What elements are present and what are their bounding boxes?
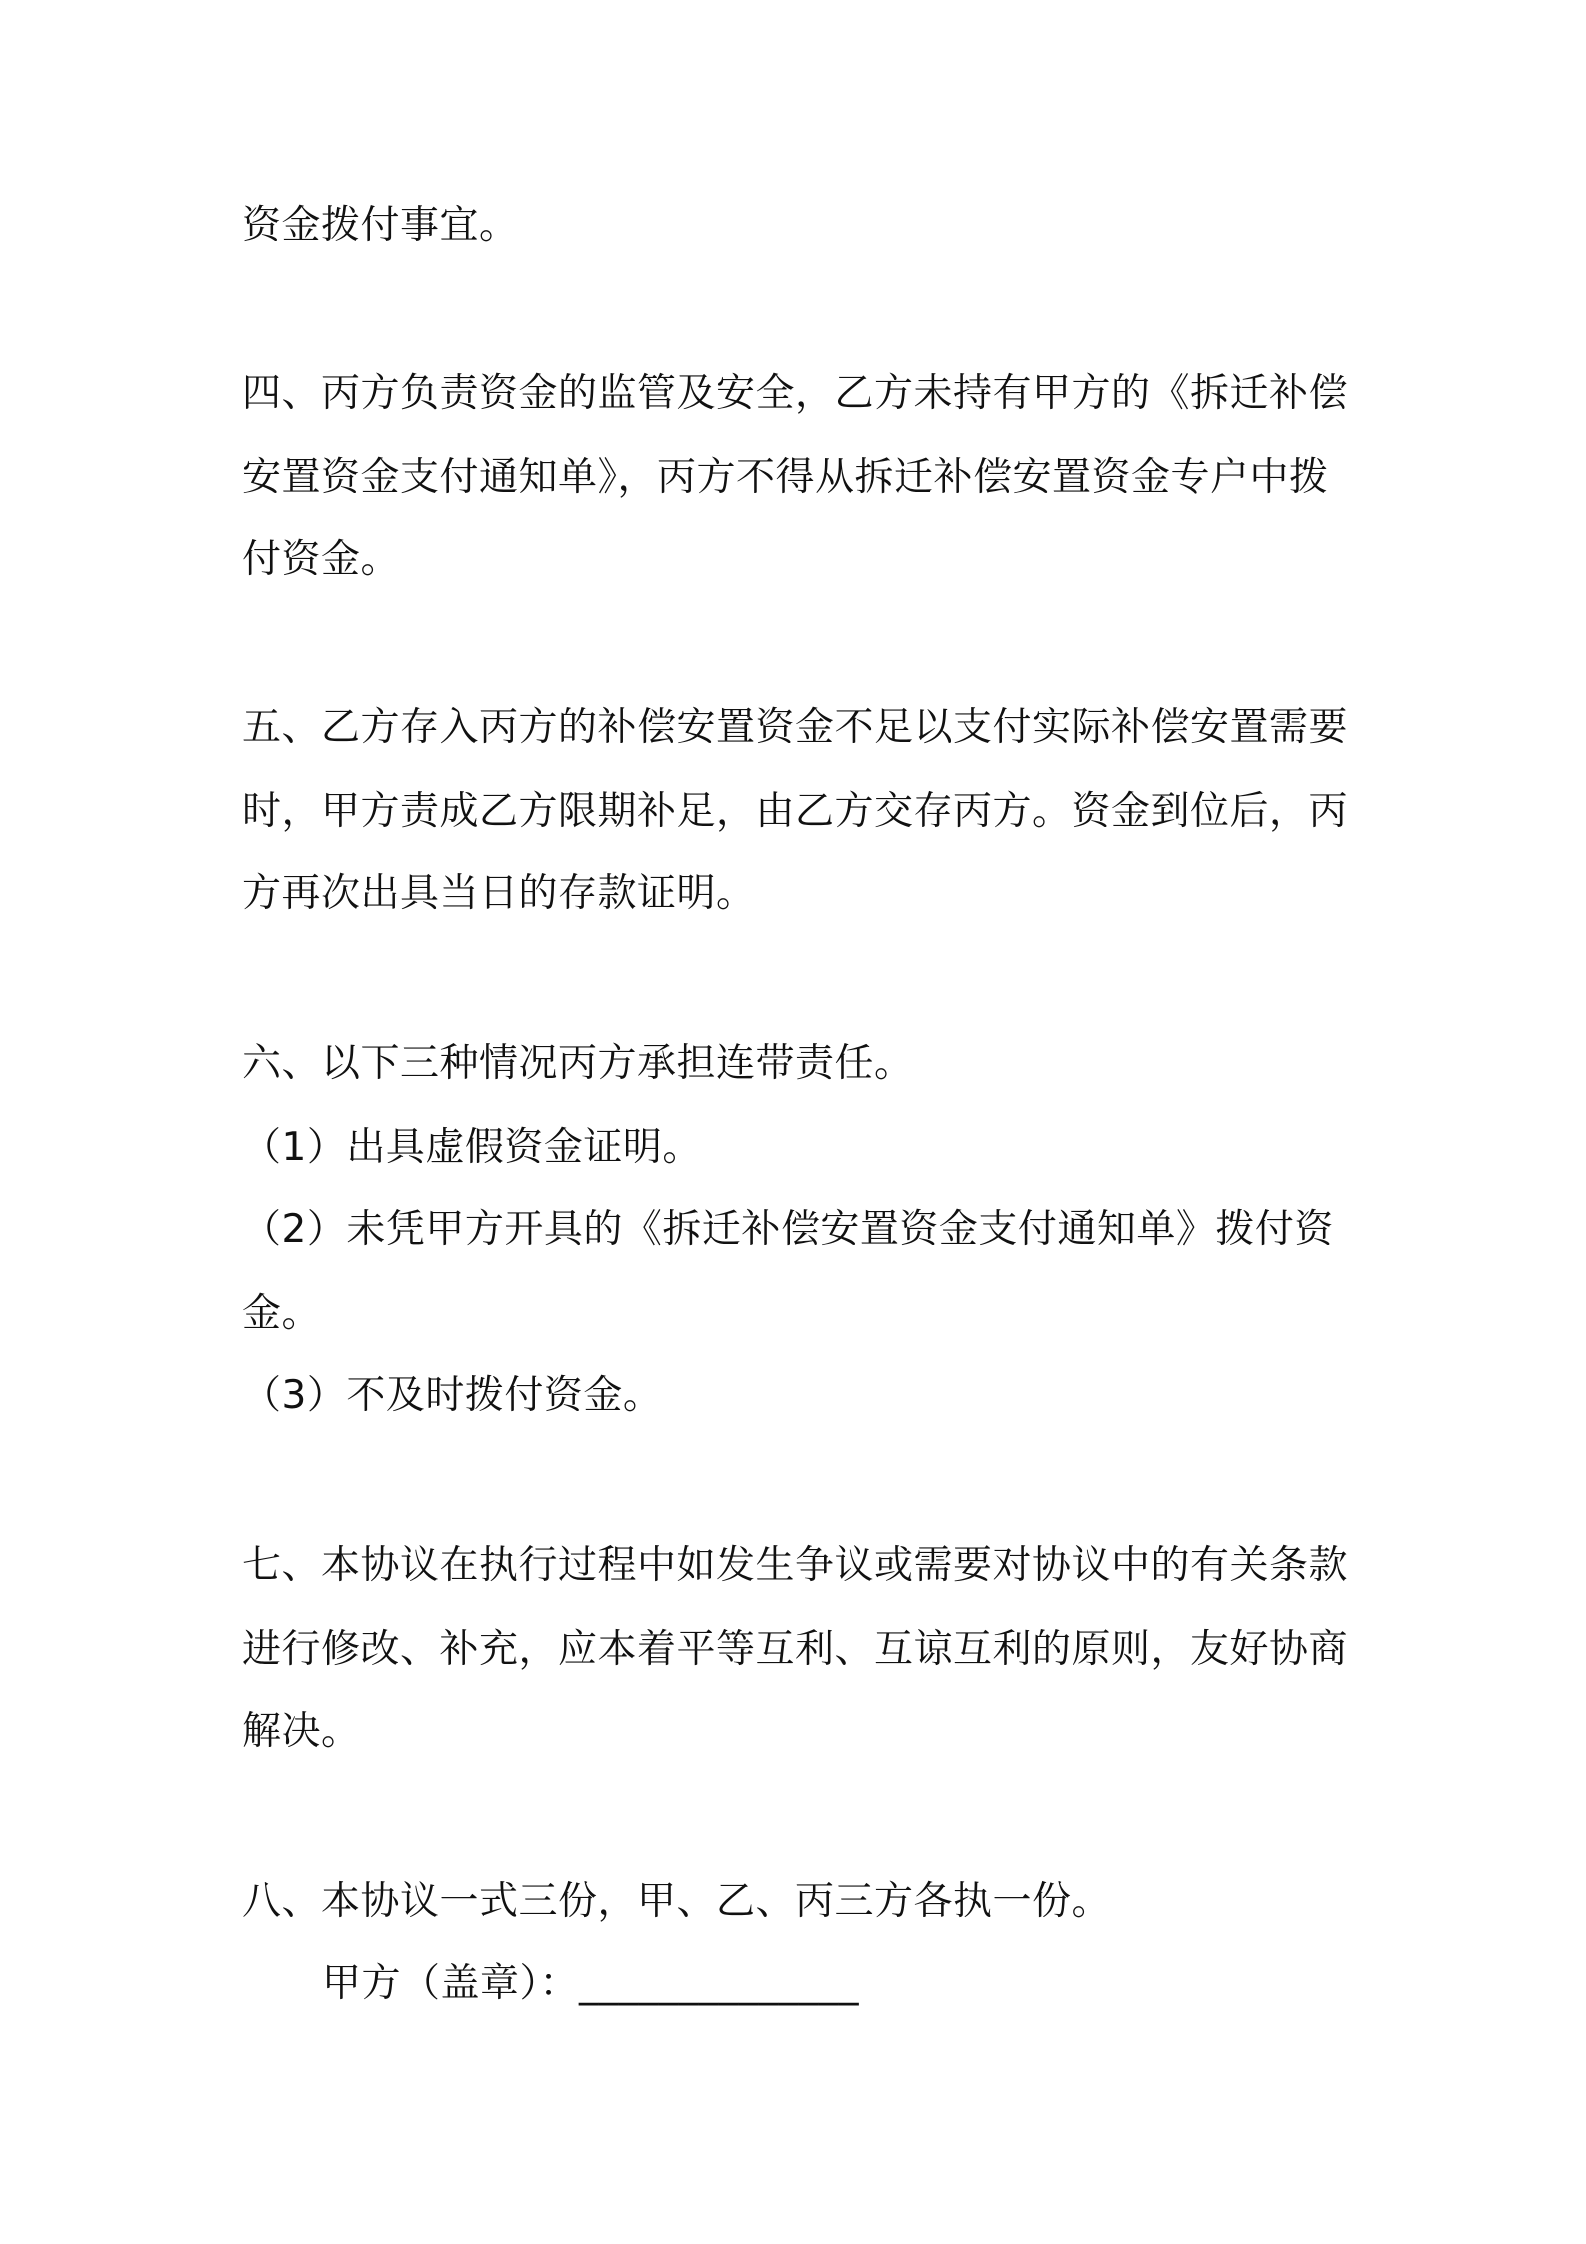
clause-6-item-2-line-1: （2）未凭甲方开具的《拆迁补偿安置资金支付通知单》拨付资 — [242, 1207, 1334, 1252]
clause-8-line-1: 八、本协议一式三份，甲、乙、丙三方各执一份。 — [242, 1879, 1112, 1924]
clause-7-line-1: 七、本协议在执行过程中如发生争议或需要对协议中的有关条款 — [242, 1543, 1349, 1588]
clause-7-line-3: 解决。 — [242, 1709, 361, 1754]
clause-6-item-3: （3）不及时拨付资金。 — [242, 1373, 663, 1418]
clause-4-line-3: 付资金。 — [242, 537, 401, 582]
clause-6-item-1: （1）出具虚假资金证明。 — [242, 1125, 702, 1170]
continuation-line-1: 资金拨付事宜。 — [242, 203, 519, 248]
clause-6-item-2-line-2: 金。 — [242, 1291, 322, 1336]
clause-5-line-1: 五、乙方存入丙方的补偿安置资金不足以支付实际补偿安置需要 — [242, 705, 1349, 750]
clause-4-line-2: 安置资金支付通知单》，丙方不得从拆迁补偿安置资金专户中拨 — [242, 455, 1329, 500]
clause-7-line-2: 进行修改、补充，应本着平等互利、互谅互利的原则，友好协商 — [242, 1627, 1349, 1672]
party-a-signature-line: 甲方（盖章）：______________ — [322, 1961, 860, 2006]
clause-5-line-3: 方再次出具当日的存款证明。 — [242, 871, 756, 916]
clause-5-line-2: 时，甲方责成乙方限期补足，由乙方交存丙方。资金到位后，丙 — [242, 789, 1349, 834]
clause-4-line-1: 四、丙方负责资金的监管及安全，乙方未持有甲方的《拆迁补偿 — [242, 371, 1349, 416]
clause-6-line-1: 六、以下三种情况丙方承担连带责任。 — [242, 1041, 914, 1086]
